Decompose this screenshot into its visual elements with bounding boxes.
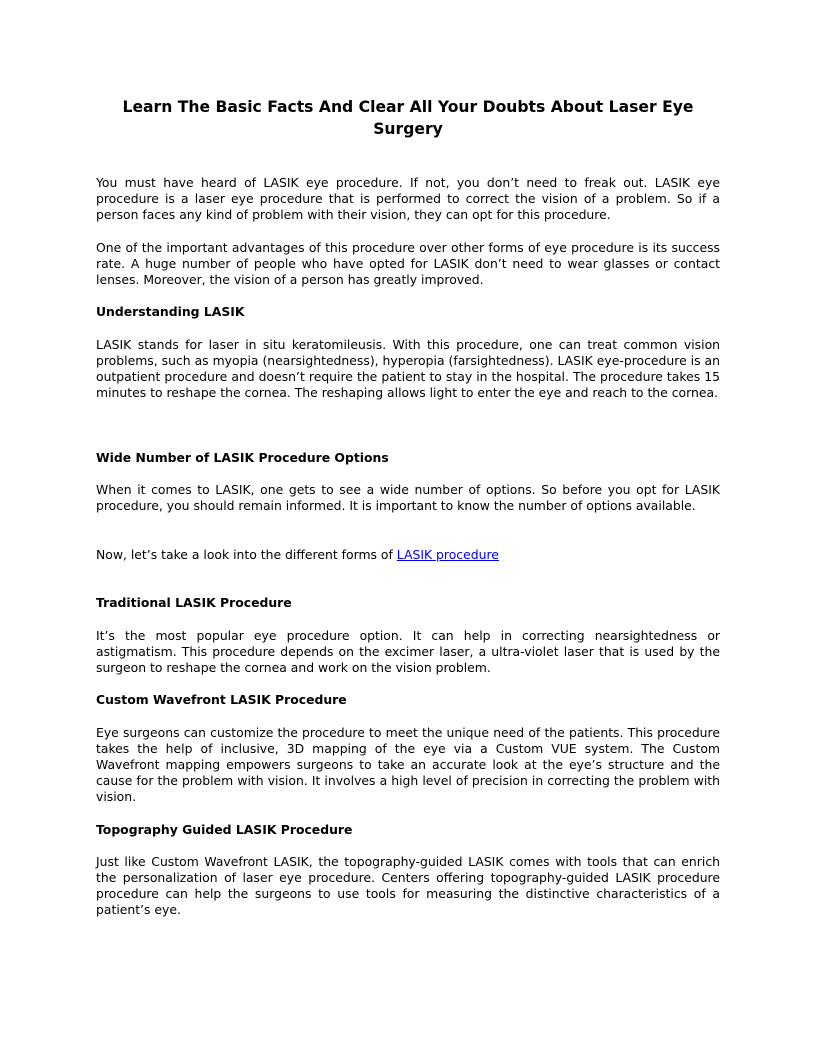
section-heading: Custom Wavefront LASIK Procedure — [96, 692, 347, 707]
section-paragraph: Eye surgeons can customize the procedure to meet the unique need of the patients. This procedure takes the help of inclusive, 3D mapping of the eye via a Custom VUE system. The Custom Wavefront mapping empowers surgeons to take an accurate look at the eye’s structure and the cause for the problem with vision. It involves a high level of precision in correcting the problem with vision. — [96, 725, 720, 805]
section-heading: Traditional LASIK Procedure — [96, 595, 292, 610]
section-heading: Topography Guided LASIK Procedure — [96, 822, 353, 837]
section-heading: Understanding LASIK — [96, 304, 245, 319]
section-heading: Wide Number of LASIK Procedure Options — [96, 450, 389, 465]
lasik-procedure-link[interactable]: LASIK procedure — [396, 547, 499, 562]
section-paragraph — [96, 547, 720, 563]
link-intro-text: Now, let’s take a look into the different forms of — [96, 547, 397, 562]
section-paragraph: When it comes to LASIK, one gets to see a wide number of options. So before you opt for LASIK procedure, you should remain informed. It is important to know the number of options available. — [96, 482, 720, 514]
intro-paragraph: One of the important advantages of this procedure over other forms of eye procedure is its success rate. A huge number of people who have opted for LASIK don’t need to wear glasses or contact lenses. Moreover, the vision of a person has greatly improved. — [96, 240, 720, 288]
section-paragraph: LASIK stands for laser in situ keratomileusis. With this procedure, one can treat common vision problems, such as myopia (nearsightedness), hyperopia (farsightedness). LASIK eye-procedure is an outpatient procedure and doesn’t require the patient to stay in the hospital. The procedure takes 15 minutes to reshape the cornea. The reshaping allows light to enter the eye and reach to the cornea. — [96, 337, 720, 401]
intro-paragraph: You must have heard of LASIK eye procedure. If not, you don’t need to freak out. LASIK eye procedure is a laser eye procedure that is performed to correct the vision of a problem. So if a person faces any kind of problem with their vision, they can opt for this procedure. — [96, 175, 720, 223]
section-paragraph: Just like Custom Wavefront LASIK, the topography-guided LASIK comes with tools that can enrich the personalization of laser eye procedure. Centers offering topography-guided LASIK procedure procedure can help the surgeons to use tools for measuring the distinctive characteristics of a patient’s eye. — [96, 854, 720, 918]
page-title: Learn The Basic Facts And Clear All Your Doubts About Laser Eye Surgery — [122, 98, 694, 138]
section-paragraph: It’s the most popular eye procedure option. It can help in correcting nearsightedness or astigmatism. This procedure depends on the excimer laser, a ultra-violet laser that is used by the surgeon to reshape the cornea and work on the vision problem. — [96, 628, 720, 676]
